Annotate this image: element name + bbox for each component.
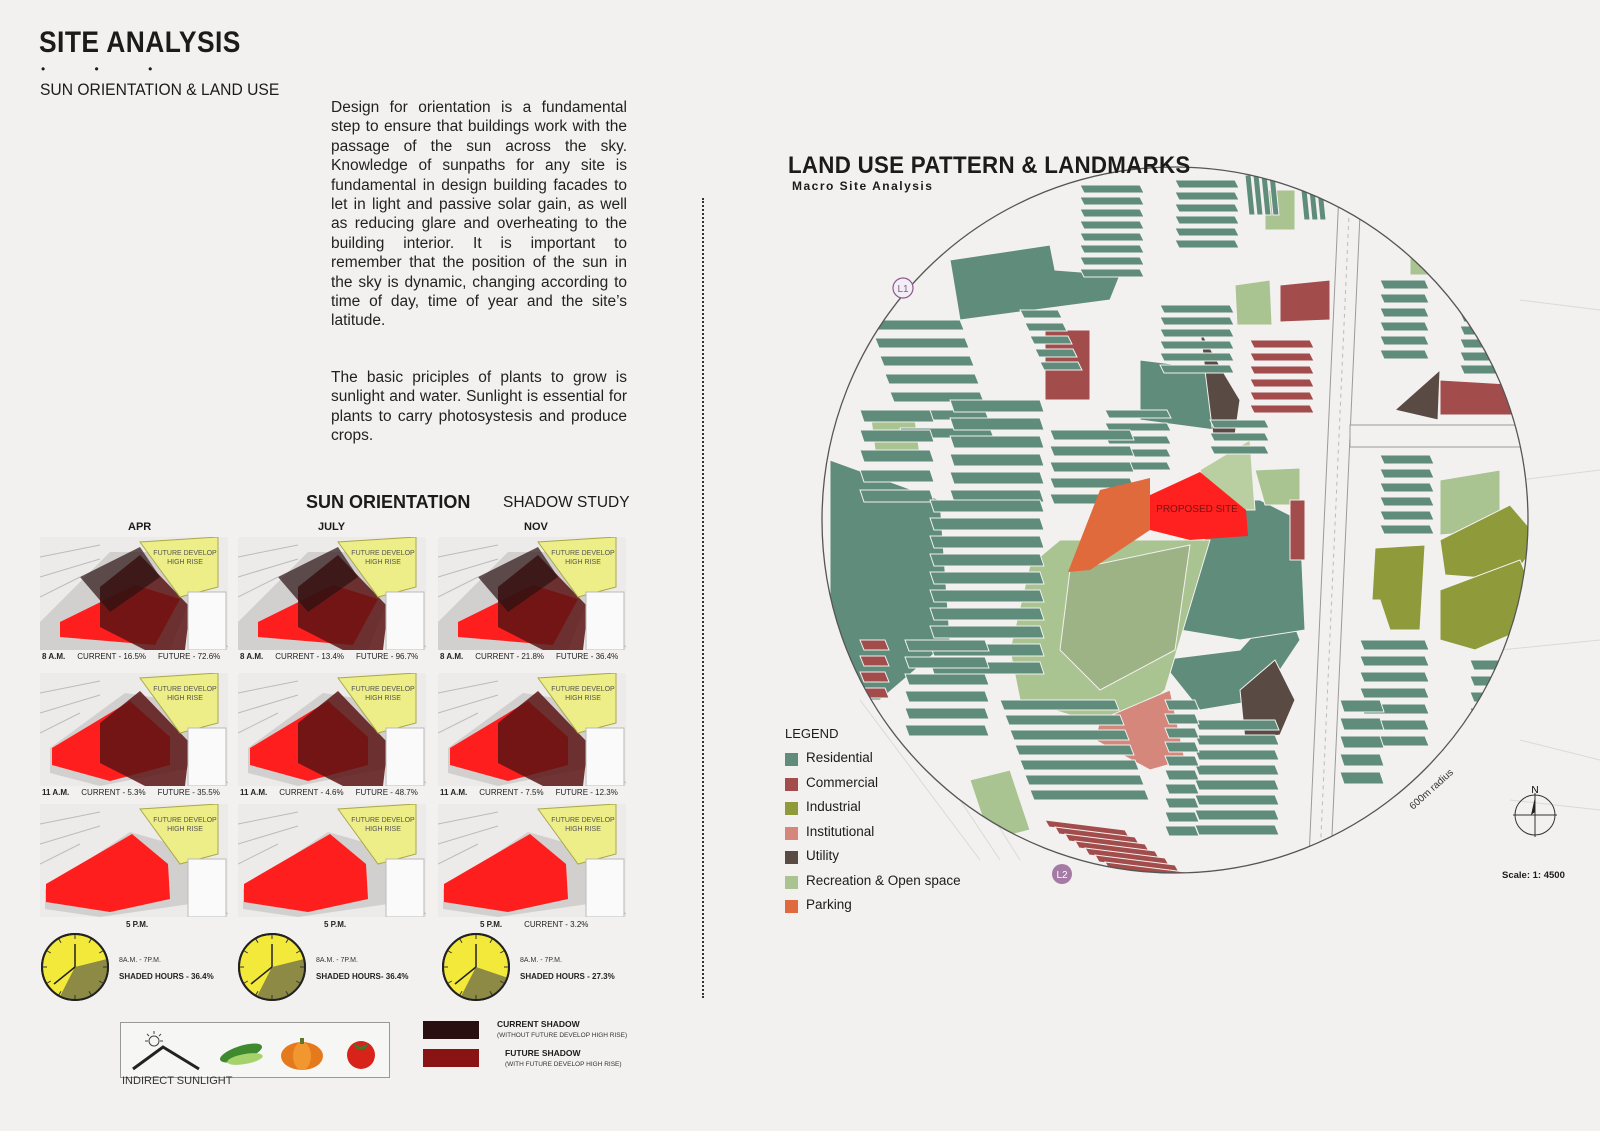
residential-block bbox=[1165, 798, 1199, 808]
residential-block bbox=[860, 430, 934, 442]
residential-block bbox=[860, 490, 934, 502]
title-dots: • • • bbox=[41, 62, 176, 76]
residential-block bbox=[1340, 700, 1384, 712]
future-develop-label: FUTURE DEVELOP HIGH RISE bbox=[153, 550, 217, 566]
residential-block bbox=[1080, 209, 1144, 217]
residential-block bbox=[1165, 714, 1199, 724]
current-shadow-value: CURRENT - 5.3% bbox=[81, 788, 146, 797]
residential-block bbox=[905, 708, 989, 719]
time-label: 5 P.M. bbox=[126, 920, 149, 929]
residential-block bbox=[1460, 352, 1509, 361]
future-shadow-value: FUTURE - 36.4% bbox=[556, 652, 619, 661]
residential-block bbox=[860, 450, 934, 462]
future-shadow-value: FUTURE - 96.7% bbox=[356, 652, 419, 661]
residential-block bbox=[1380, 280, 1429, 289]
month-label-july: JULY bbox=[318, 521, 346, 533]
clock-range-label: 8A.M. - 7P.M. bbox=[316, 957, 358, 964]
legend-label: Recreation & Open space bbox=[806, 872, 961, 888]
current-shadow-value: CURRENT - 16.5% bbox=[77, 652, 147, 661]
shadow-study-heading: SHADOW STUDY bbox=[503, 494, 630, 511]
residential-block bbox=[1025, 323, 1067, 331]
residential-block bbox=[1175, 192, 1239, 200]
indirect-sunlight-label: INDIRECT SUNLIGHT bbox=[122, 1075, 233, 1087]
residential-block bbox=[1460, 326, 1509, 335]
future-shadow-value: FUTURE - 35.5% bbox=[157, 788, 220, 797]
residential-block bbox=[1250, 353, 1314, 361]
shadow-panel-caption bbox=[42, 788, 220, 797]
svg-text:L2: L2 bbox=[1056, 870, 1068, 881]
future-develop-label: FUTURE DEVELOP HIGH RISE bbox=[351, 817, 415, 833]
current-shadow-label: CURRENT SHADOW bbox=[497, 1019, 580, 1029]
residential-block bbox=[1080, 257, 1144, 265]
residential-block bbox=[1015, 745, 1134, 755]
residential-block bbox=[1380, 455, 1434, 464]
residential-block bbox=[1460, 313, 1509, 322]
recreation-zone bbox=[1235, 280, 1272, 325]
residential-block bbox=[860, 410, 934, 422]
residential-block bbox=[1035, 349, 1077, 357]
residential-block bbox=[1175, 240, 1239, 248]
land-use-heading: LAND USE PATTERN & LANDMARKS bbox=[788, 152, 1191, 179]
page-title: SITE ANALYSIS bbox=[39, 26, 241, 59]
proposed-site-label: PROPOSED SITE bbox=[1156, 504, 1238, 515]
residential-block bbox=[1165, 812, 1199, 822]
residential-block bbox=[885, 374, 979, 384]
future-shadow-value: FUTURE - 12.3% bbox=[555, 788, 618, 797]
residential-block bbox=[1165, 784, 1199, 794]
legend-swatch bbox=[785, 827, 798, 840]
commercial-zone bbox=[1280, 280, 1330, 322]
future-shadow-label: FUTURE SHADOW bbox=[505, 1048, 581, 1058]
residential-block bbox=[1380, 294, 1429, 303]
shadow-panel-caption bbox=[324, 920, 346, 929]
residential-block bbox=[1165, 826, 1199, 836]
residential-block bbox=[1080, 197, 1144, 205]
legend-label: Industrial bbox=[806, 799, 861, 814]
residential-block bbox=[1165, 756, 1199, 766]
residential-block bbox=[1470, 660, 1514, 670]
residential-block bbox=[1030, 336, 1072, 344]
current-shadow-sub: (WITHOUT FUTURE DEVELOP HIGH RISE) bbox=[497, 1032, 628, 1039]
legend-swatch bbox=[785, 900, 798, 913]
residential-block bbox=[1165, 742, 1199, 752]
residential-block bbox=[1380, 525, 1434, 534]
residential-block bbox=[1165, 770, 1199, 780]
residential-block bbox=[930, 590, 1044, 602]
residential-block bbox=[1195, 735, 1279, 745]
shaded-hours-value: SHADED HOURS- 36.4% bbox=[316, 972, 409, 981]
radius-label: 600m radius bbox=[1407, 767, 1456, 813]
residential-block bbox=[1470, 692, 1514, 702]
residential-block bbox=[1460, 365, 1509, 374]
residential-block bbox=[930, 536, 1044, 548]
orientation-paragraph: Design for orientation is a fundamental step to ensure that buildings work with the passage of the sun across the sky. Knowledge of sunpaths for any site is fundamental in design building facades to let in light and passive solar gain, as well as reducing glare and overheating to the building interior. It is important to remember that the position of the sun in the sky is dynamic, changing according to time of day, time of year and the site’s latitude. bbox=[331, 99, 627, 330]
current-shadow-value: CURRENT - 3.2% bbox=[524, 920, 589, 929]
future-shadow-value: FUTURE - 72.6% bbox=[158, 652, 221, 661]
residential-block bbox=[1380, 350, 1429, 359]
residential-block bbox=[1340, 718, 1384, 730]
residential-block bbox=[860, 656, 889, 666]
clock-range-label: 8A.M. - 7P.M. bbox=[119, 957, 161, 964]
residential-block bbox=[930, 608, 1044, 620]
residential-block bbox=[1175, 228, 1239, 236]
residential-block bbox=[905, 657, 989, 668]
residential-block bbox=[930, 572, 1044, 584]
residential-block bbox=[1250, 392, 1314, 400]
residential-block bbox=[1020, 760, 1139, 770]
residential-block bbox=[1080, 245, 1144, 253]
page-subtitle: SUN ORIENTATION & LAND USE bbox=[40, 80, 280, 99]
month-label-apr: APR bbox=[128, 521, 152, 533]
residential-block bbox=[1380, 469, 1434, 478]
future-shadow-sub: (WITH FUTURE DEVELOP HIGH RISE) bbox=[505, 1061, 622, 1068]
residential-block bbox=[1195, 780, 1279, 790]
legend-label: Commercial bbox=[806, 774, 879, 790]
residential-block bbox=[860, 672, 889, 682]
residential-block bbox=[905, 674, 989, 685]
shadow-panel-caption bbox=[240, 652, 418, 661]
residential-block bbox=[1005, 715, 1124, 725]
residential-block bbox=[1195, 750, 1279, 760]
residential-block bbox=[1250, 379, 1314, 387]
future-shadow-value: FUTURE - 48.7% bbox=[355, 788, 418, 797]
commercial-zone bbox=[1440, 380, 1525, 415]
residential-block bbox=[1360, 656, 1429, 666]
residential-block bbox=[1000, 700, 1119, 710]
future-develop-label: FUTURE DEVELOP HIGH RISE bbox=[551, 817, 615, 833]
residential-block bbox=[1380, 336, 1429, 345]
residential-block bbox=[1080, 269, 1144, 277]
current-shadow-value: CURRENT - 21.8% bbox=[475, 652, 545, 661]
residential-block bbox=[1340, 772, 1384, 784]
legend-label: Residential bbox=[806, 750, 873, 765]
current-shadow-value: CURRENT - 7.5% bbox=[479, 788, 544, 797]
shadow-panel-caption bbox=[240, 788, 418, 797]
residential-block bbox=[1160, 353, 1234, 361]
legend-swatch bbox=[785, 851, 798, 864]
month-label-nov: NOV bbox=[524, 521, 548, 533]
time-label: 11 A.M. bbox=[440, 788, 468, 797]
residential-block bbox=[905, 725, 989, 736]
residential-block bbox=[1460, 300, 1509, 309]
landmark-l1 bbox=[893, 278, 913, 298]
residential-block bbox=[1380, 483, 1434, 492]
legend-swatch bbox=[785, 802, 798, 815]
residential-block bbox=[1165, 728, 1199, 738]
residential-block bbox=[1080, 221, 1144, 229]
residential-block bbox=[1380, 497, 1434, 506]
residential-block bbox=[1195, 810, 1279, 820]
residential-block bbox=[1025, 775, 1144, 785]
residential-block bbox=[1360, 672, 1429, 682]
time-label: 8 A.M. bbox=[42, 652, 66, 661]
residential-block bbox=[1470, 708, 1514, 718]
landmark-l2 bbox=[1052, 864, 1072, 884]
residential-block bbox=[1160, 329, 1234, 337]
plants-paragraph: The basic priciples of plants to grow is sunlight and water. Sunlight is essential for plants to carry photosystesis and produce crops. bbox=[331, 369, 627, 445]
residential-block bbox=[1340, 736, 1384, 748]
residential-block bbox=[1160, 365, 1234, 373]
residential-block bbox=[1050, 446, 1134, 456]
residential-block bbox=[1175, 180, 1239, 188]
residential-block bbox=[950, 436, 1044, 448]
residential-block bbox=[950, 418, 1044, 430]
future-develop-label: FUTURE DEVELOP HIGH RISE bbox=[551, 550, 615, 566]
shaded-hours-value: SHADED HOURS - 27.3% bbox=[520, 972, 615, 981]
residential-block bbox=[875, 338, 969, 348]
residential-block bbox=[950, 400, 1044, 412]
residential-block bbox=[1050, 462, 1134, 472]
north-label: N bbox=[1531, 785, 1539, 796]
future-develop-label: FUTURE DEVELOP HIGH RISE bbox=[351, 686, 415, 702]
future-develop-label: FUTURE DEVELOP HIGH RISE bbox=[153, 686, 217, 702]
residential-block bbox=[1250, 405, 1314, 413]
residential-block bbox=[930, 626, 1044, 638]
residential-block bbox=[1195, 720, 1279, 730]
residential-block bbox=[905, 640, 989, 651]
map-scale: Scale: 1: 4500 bbox=[1502, 870, 1565, 881]
future-develop-label: FUTURE DEVELOP HIGH RISE bbox=[551, 686, 615, 702]
shadow-panel-caption bbox=[480, 920, 588, 929]
residential-block bbox=[1160, 317, 1234, 325]
residential-block bbox=[1105, 410, 1171, 418]
residential-block bbox=[1165, 700, 1199, 710]
shaded-hours-value: SHADED HOURS - 36.4% bbox=[119, 972, 214, 981]
residential-block bbox=[1380, 308, 1429, 317]
residential-block bbox=[1210, 420, 1269, 428]
residential-block bbox=[1210, 433, 1269, 441]
residential-block bbox=[1030, 790, 1149, 800]
residential-block bbox=[1360, 688, 1429, 698]
residential-block bbox=[860, 470, 934, 482]
residential-block bbox=[1380, 322, 1429, 331]
legend-label: Utility bbox=[806, 848, 839, 863]
residential-block bbox=[905, 691, 989, 702]
residential-block bbox=[1160, 341, 1234, 349]
residential-block bbox=[1195, 825, 1279, 835]
residential-block bbox=[930, 500, 1044, 512]
clock-range-label: 8A.M. - 7P.M. bbox=[520, 957, 562, 964]
legend-title: LEGEND bbox=[785, 726, 839, 741]
residential-block bbox=[1175, 204, 1239, 212]
legend-swatch bbox=[785, 753, 798, 766]
future-develop-label: FUTURE DEVELOP HIGH RISE bbox=[153, 817, 217, 833]
residential-block bbox=[1250, 340, 1314, 348]
legend-label: Parking bbox=[806, 897, 852, 912]
svg-text:L1: L1 bbox=[897, 284, 909, 295]
residential-block bbox=[870, 320, 964, 330]
residential-block bbox=[1340, 754, 1384, 766]
residential-block bbox=[950, 472, 1044, 484]
shadow-panel-caption bbox=[440, 788, 618, 797]
residential-block bbox=[1080, 233, 1144, 241]
residential-block bbox=[1050, 430, 1134, 440]
residential-block bbox=[1020, 310, 1062, 318]
sun-orientation-heading: SUN ORIENTATION bbox=[306, 492, 471, 512]
time-label: 8 A.M. bbox=[240, 652, 264, 661]
time-label: 5 P.M. bbox=[324, 920, 347, 929]
residential-block bbox=[930, 554, 1044, 566]
current-shadow-value: CURRENT - 13.4% bbox=[275, 652, 345, 661]
residential-block bbox=[1380, 511, 1434, 520]
residential-block bbox=[930, 518, 1044, 530]
shadow-panel-caption bbox=[440, 652, 618, 661]
shadow-panel-caption bbox=[42, 652, 220, 661]
residential-block bbox=[1460, 339, 1509, 348]
time-label: 5 P.M. bbox=[480, 920, 503, 929]
residential-block bbox=[1175, 216, 1239, 224]
legend-swatch bbox=[785, 778, 798, 791]
residential-block bbox=[1195, 795, 1279, 805]
residential-block bbox=[1010, 730, 1129, 740]
residential-block bbox=[880, 356, 974, 366]
residential-block bbox=[1195, 765, 1279, 775]
residential-block bbox=[950, 454, 1044, 466]
residential-block bbox=[860, 640, 889, 650]
residential-block bbox=[1160, 305, 1234, 313]
residential-block bbox=[1210, 446, 1269, 454]
current-shadow-value: CURRENT - 4.6% bbox=[279, 788, 344, 797]
residential-block bbox=[1040, 362, 1082, 370]
residential-block bbox=[1250, 366, 1314, 374]
time-label: 11 A.M. bbox=[42, 788, 70, 797]
residential-block bbox=[860, 688, 889, 698]
time-label: 8 A.M. bbox=[440, 652, 464, 661]
recreation-zone bbox=[1410, 235, 1450, 275]
macro-site-analysis-label: Macro Site Analysis bbox=[792, 179, 934, 193]
north-arrow-icon bbox=[1513, 785, 1557, 837]
legend-swatch bbox=[785, 876, 798, 889]
residential-block bbox=[1080, 185, 1144, 193]
residential-block bbox=[1470, 676, 1514, 686]
legend-label: Institutional bbox=[806, 823, 875, 839]
future-develop-label: FUTURE DEVELOP HIGH RISE bbox=[351, 550, 415, 566]
time-label: 11 A.M. bbox=[240, 788, 268, 797]
commercial-zone bbox=[1290, 500, 1305, 560]
residential-block bbox=[1360, 640, 1429, 650]
shadow-panel-caption bbox=[126, 920, 148, 929]
